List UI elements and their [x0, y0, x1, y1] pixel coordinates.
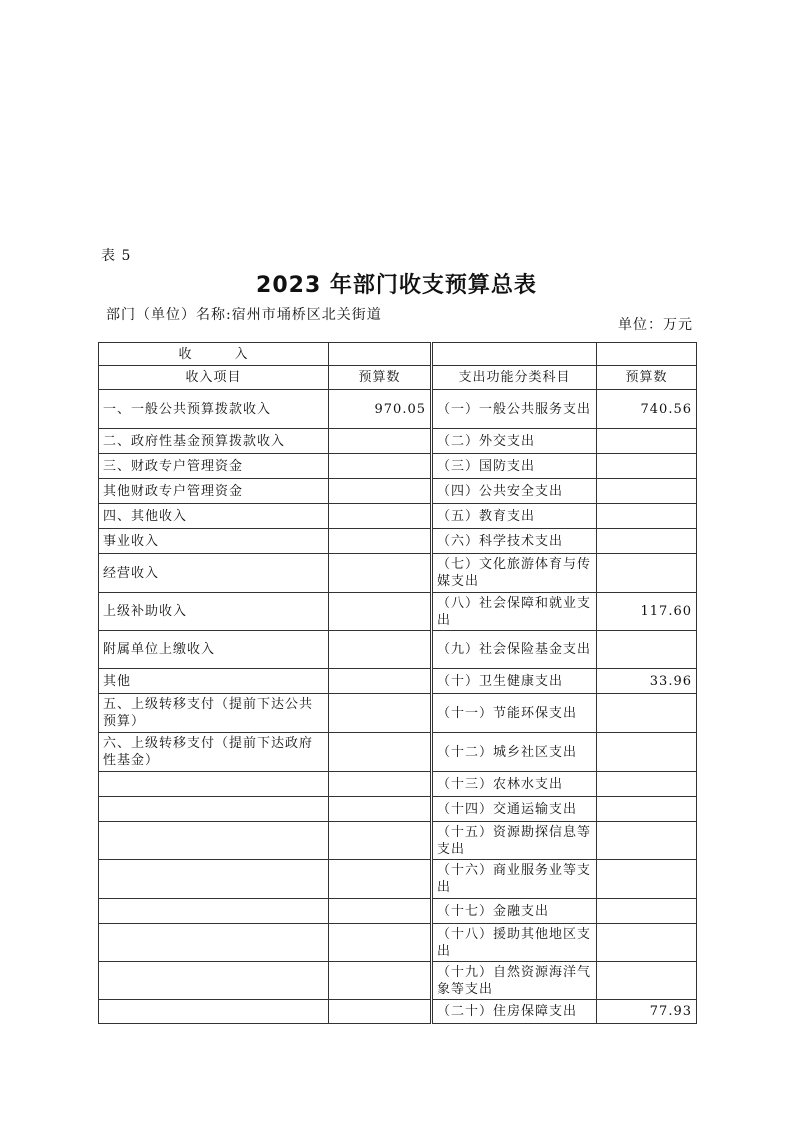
expense-item-header: 支出功能分类科目	[433, 366, 597, 390]
income-item	[99, 962, 329, 1000]
page-title: 2023 年部门收支预算总表	[256, 273, 537, 298]
income-item: 一、一般公共预算拨款收入	[99, 390, 329, 429]
expense-item: （二）外交支出	[433, 429, 597, 454]
table-row	[99, 694, 697, 733]
income-amount	[329, 454, 431, 479]
table-row	[99, 479, 697, 504]
income-item	[99, 924, 329, 962]
income-amount	[329, 797, 431, 822]
table-row	[99, 504, 697, 529]
income-amount	[329, 529, 431, 554]
table-row	[99, 454, 697, 479]
table-row	[99, 772, 697, 797]
table-row	[99, 529, 697, 554]
income-item	[99, 772, 329, 797]
expense-amount: 740.56	[597, 390, 697, 429]
expense-amount	[597, 733, 697, 772]
income-amount	[329, 899, 431, 924]
income-item: 三、财政专户管理资金	[99, 454, 329, 479]
income-item: 四、其他收入	[99, 504, 329, 529]
expense-amount	[597, 962, 697, 1000]
unit-label: 单位：万元	[618, 317, 693, 333]
income-item: 上级补助收入	[99, 593, 329, 631]
income-amount-header: 预算数	[329, 366, 431, 390]
expense-amount	[597, 772, 697, 797]
expense-amount	[597, 529, 697, 554]
table-row	[99, 797, 697, 822]
table-row	[99, 554, 697, 593]
expense-amount	[597, 924, 697, 962]
expense-item: （十三）农林水支出	[433, 772, 597, 797]
income-item: 事业收入	[99, 529, 329, 554]
table-row	[99, 390, 697, 429]
expense-amount	[597, 694, 697, 733]
table-row	[99, 669, 697, 694]
expense-amount	[597, 822, 697, 860]
income-item: 经营收入	[99, 554, 329, 593]
income-item-header: 收入项目	[99, 366, 329, 390]
income-item: 其他财政专户管理资金	[99, 479, 329, 504]
expense-item: （十八）援助其他地区支出	[433, 924, 597, 962]
income-item	[99, 797, 329, 822]
department-name: 部门（单位）名称:宿州市埇桥区北关街道	[106, 307, 382, 323]
income-amount	[329, 962, 431, 1000]
expense-item: （四）公共安全支出	[433, 479, 597, 504]
table-row	[99, 593, 697, 631]
expense-amount-header: 预算数	[597, 366, 697, 390]
income-amount	[329, 772, 431, 797]
expense-amount	[597, 860, 697, 899]
table-header-row	[99, 366, 697, 390]
expense-item: （十）卫生健康支出	[433, 669, 597, 694]
income-amount	[329, 554, 431, 593]
table-row	[99, 1000, 697, 1024]
expense-amount	[597, 479, 697, 504]
income-amount	[329, 429, 431, 454]
table-row	[99, 899, 697, 924]
income-item	[99, 899, 329, 924]
income-amount: 970.05	[329, 390, 431, 429]
income-amount	[329, 924, 431, 962]
income-amount	[329, 733, 431, 772]
expense-amount	[597, 899, 697, 924]
expense-item: （五）教育支出	[433, 504, 597, 529]
expense-amount	[597, 504, 697, 529]
expense-item: （二十）住房保障支出	[433, 1000, 597, 1024]
table-row	[99, 924, 697, 962]
table-row	[99, 631, 697, 669]
expense-amount: 77.93	[597, 1000, 697, 1024]
income-amount	[329, 631, 431, 669]
income-amount	[329, 669, 431, 694]
expense-amount: 33.96	[597, 669, 697, 694]
expense-amount	[597, 429, 697, 454]
empty-cell	[597, 343, 697, 366]
expense-item: （一）一般公共服务支出	[433, 390, 597, 429]
expense-item: （十五）资源勘探信息等支出	[433, 822, 597, 860]
expense-item: （十二）城乡社区支出	[433, 733, 597, 772]
income-amount	[329, 860, 431, 899]
expense-item: （六）科学技术支出	[433, 529, 597, 554]
empty-cell	[329, 343, 431, 366]
income-item	[99, 860, 329, 899]
expense-item: （十七）金融支出	[433, 899, 597, 924]
income-amount	[329, 1000, 431, 1024]
expense-item: （十一）节能环保支出	[433, 694, 597, 733]
expense-item: （十四）交通运输支出	[433, 797, 597, 822]
table-number: 表 5	[101, 248, 132, 264]
table-row	[99, 733, 697, 772]
budget-table	[98, 342, 697, 1024]
expense-item: （十九）自然资源海洋气象等支出	[433, 962, 597, 1000]
expense-item: （十六）商业服务业等支出	[433, 860, 597, 899]
income-item: 五、上级转移支付（提前下达公共预算）	[99, 694, 329, 733]
income-item: 六、上级转移支付（提前下达政府性基金）	[99, 733, 329, 772]
income-item: 其他	[99, 669, 329, 694]
income-item	[99, 1000, 329, 1024]
income-group-header: 收 入	[99, 343, 329, 366]
table-row	[99, 962, 697, 1000]
income-amount	[329, 479, 431, 504]
expense-item: （三）国防支出	[433, 454, 597, 479]
table-row	[99, 429, 697, 454]
table-row	[99, 860, 697, 899]
expense-item: （八）社会保障和就业支出	[433, 593, 597, 631]
expense-amount	[597, 554, 697, 593]
income-amount	[329, 822, 431, 860]
expense-item: （九）社会保险基金支出	[433, 631, 597, 669]
income-amount	[329, 593, 431, 631]
table-group-header-row	[99, 343, 697, 366]
expense-amount	[597, 797, 697, 822]
empty-cell	[433, 343, 597, 366]
expense-item: （七）文化旅游体育与传媒支出	[433, 554, 597, 593]
expense-amount	[597, 454, 697, 479]
income-item	[99, 822, 329, 860]
income-item: 附属单位上缴收入	[99, 631, 329, 669]
income-amount	[329, 694, 431, 733]
expense-amount	[597, 631, 697, 669]
table-row	[99, 822, 697, 860]
expense-amount: 117.60	[597, 593, 697, 631]
income-item: 二、政府性基金预算拨款收入	[99, 429, 329, 454]
income-amount	[329, 504, 431, 529]
